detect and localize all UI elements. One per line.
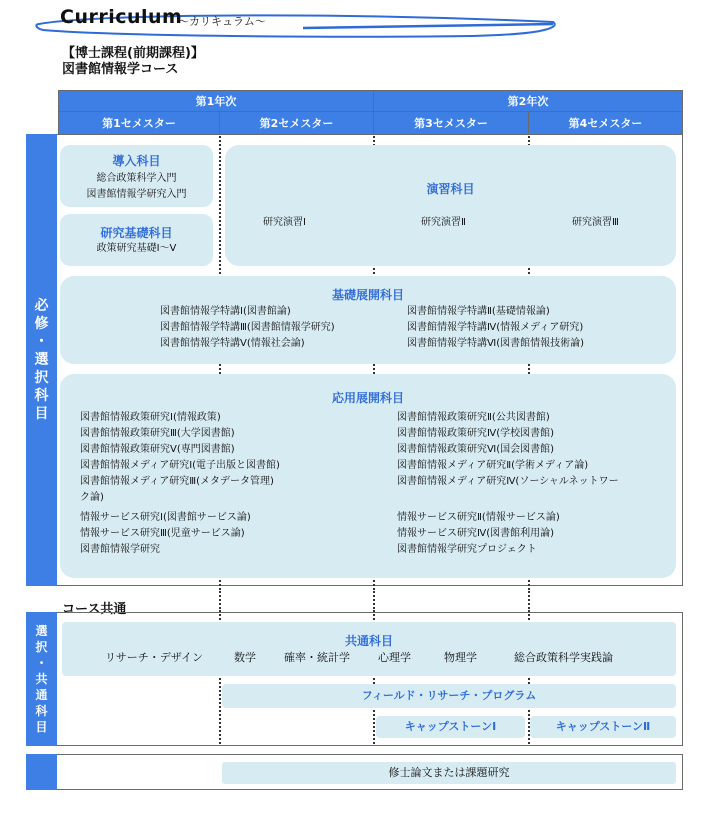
semester-divider [528, 588, 530, 612]
list-item: 総合政策科学入門 [96, 173, 177, 184]
basic-development-left-list [160, 304, 335, 352]
list-item: 図書館情報政策研究Ⅲ(大学図書館) [80, 428, 235, 439]
thesis-bar: 修士論文または課題研究 [222, 762, 676, 784]
list-item: 総合政策科学実践論 [514, 651, 613, 664]
semester-divider [219, 588, 221, 612]
list-item: 情報サービス研究Ⅰ(図書館サービス論) [80, 512, 251, 523]
thesis-side-label [26, 754, 57, 790]
list-item: 情報サービス研究Ⅳ(図書館利用論) [397, 528, 555, 539]
applied-development-right-list-2 [397, 510, 673, 558]
list-item: 情報サービス研究Ⅲ(児童サービス論) [80, 528, 245, 539]
field-research-program-bar: フィールド・リサーチ・プログラム [222, 684, 676, 708]
common-courses-box [62, 622, 676, 676]
list-item: 心理学 [378, 651, 411, 664]
list-item: 研究演習Ⅲ [572, 217, 619, 228]
list-item: 図書館情報学研究プロジェクト [397, 544, 537, 555]
common-side-label: 選 択 ・ 共 通 科 目 [26, 612, 57, 746]
capstone-1-bar: キャップストーンⅠ [376, 716, 525, 738]
semester-4-header: 第4セメスター [528, 111, 683, 135]
program-heading [62, 46, 204, 78]
capstone-2-bar: キャップストーンⅡ [530, 716, 676, 738]
program-degree: 【博士課程(前期課程)】 [62, 46, 204, 61]
list-item: 図書館情報政策研究Ⅰ(情報政策) [80, 412, 221, 423]
list-item: 情報サービス研究Ⅱ(情報サービス論) [397, 512, 560, 523]
applied-development-right-list [397, 410, 673, 490]
intro-courses-title: 導入科目 [112, 154, 161, 168]
list-item: リサーチ・デザイン [105, 651, 204, 664]
list-item: 図書館情報メディア研究Ⅲ(メタデータ管理) [80, 476, 274, 487]
page-title: Curriculum [60, 6, 183, 28]
semester-2-header: 第2セメスター [219, 111, 374, 135]
basic-development-box [60, 276, 676, 364]
semester-3-header: 第3セメスター [373, 111, 529, 135]
applied-development-left-list [80, 410, 380, 506]
list-item: 図書館情報学特講Ⅳ(情報メディア研究) [407, 322, 584, 333]
list-item: 図書館情報学研究 [80, 544, 160, 555]
list-item: 図書館情報メディア研究Ⅰ(電子出版と図書館) [80, 460, 280, 471]
list-item: 図書館情報学特講Ⅱ(基礎情報論) [407, 306, 550, 317]
research-basic-box [60, 214, 213, 266]
research-basic-title: 研究基礎科目 [100, 226, 173, 240]
year-2-header: 第2年次 [373, 90, 683, 112]
semester-1-header: 第1セメスター [58, 111, 220, 135]
seminar-courses-box [225, 145, 676, 266]
list-item: 物理学 [444, 651, 477, 664]
list-item: 図書館情報政策研究Ⅴ(専門図書館) [80, 444, 235, 455]
list-item: 確率・統計学 [284, 651, 350, 664]
list-item: 図書館情報メディア研究Ⅱ(学術メディア論) [397, 460, 589, 471]
year-1-header: 第1年次 [58, 90, 374, 112]
common-courses-title: 共通科目 [344, 634, 393, 648]
page-subtitle: ～カリキュラム～ [178, 15, 266, 28]
list-item: 政策研究基礎Ⅰ～Ⅴ [96, 243, 177, 254]
list-item: 図書館情報政策研究Ⅱ(公共図書館) [397, 412, 550, 423]
list-item: 図書館情報学特講Ⅵ(図書館情報技術論) [407, 338, 585, 349]
list-item: 図書館情報学特講Ⅰ(図書館論) [160, 306, 291, 317]
course-common-label: コース共通 [62, 602, 127, 617]
seminar-title: 演習科目 [426, 182, 475, 196]
required-side-label: 必 修 ・ 選 択 科 目 [26, 134, 57, 586]
applied-development-box [60, 374, 676, 578]
semester-divider [373, 588, 375, 612]
list-item: 研究演習Ⅰ [263, 217, 306, 228]
basic-development-right-list [407, 304, 584, 352]
intro-courses-box [60, 145, 213, 207]
applied-development-title: 応用展開科目 [331, 391, 404, 405]
list-item: 図書館情報政策研究Ⅵ(国会図書館) [397, 444, 555, 455]
list-item: 数学 [234, 651, 256, 664]
list-item: ク論) [80, 492, 104, 503]
applied-development-left-list-2 [80, 510, 380, 558]
basic-development-title: 基礎展開科目 [331, 288, 404, 302]
list-item: 研究演習Ⅱ [421, 217, 466, 228]
list-item: 図書館情報学研究入門 [86, 189, 187, 200]
program-course: 図書館情報学コース [62, 62, 179, 77]
list-item: 図書館情報学特講Ⅴ(情報社会論) [160, 338, 305, 349]
list-item: 図書館情報政策研究Ⅳ(学校図書館) [397, 428, 555, 439]
list-item: 図書館情報メディア研究Ⅳ(ソーシャルネットワー [397, 476, 619, 487]
list-item: 図書館情報学特講Ⅲ(図書館情報学研究) [160, 322, 335, 333]
